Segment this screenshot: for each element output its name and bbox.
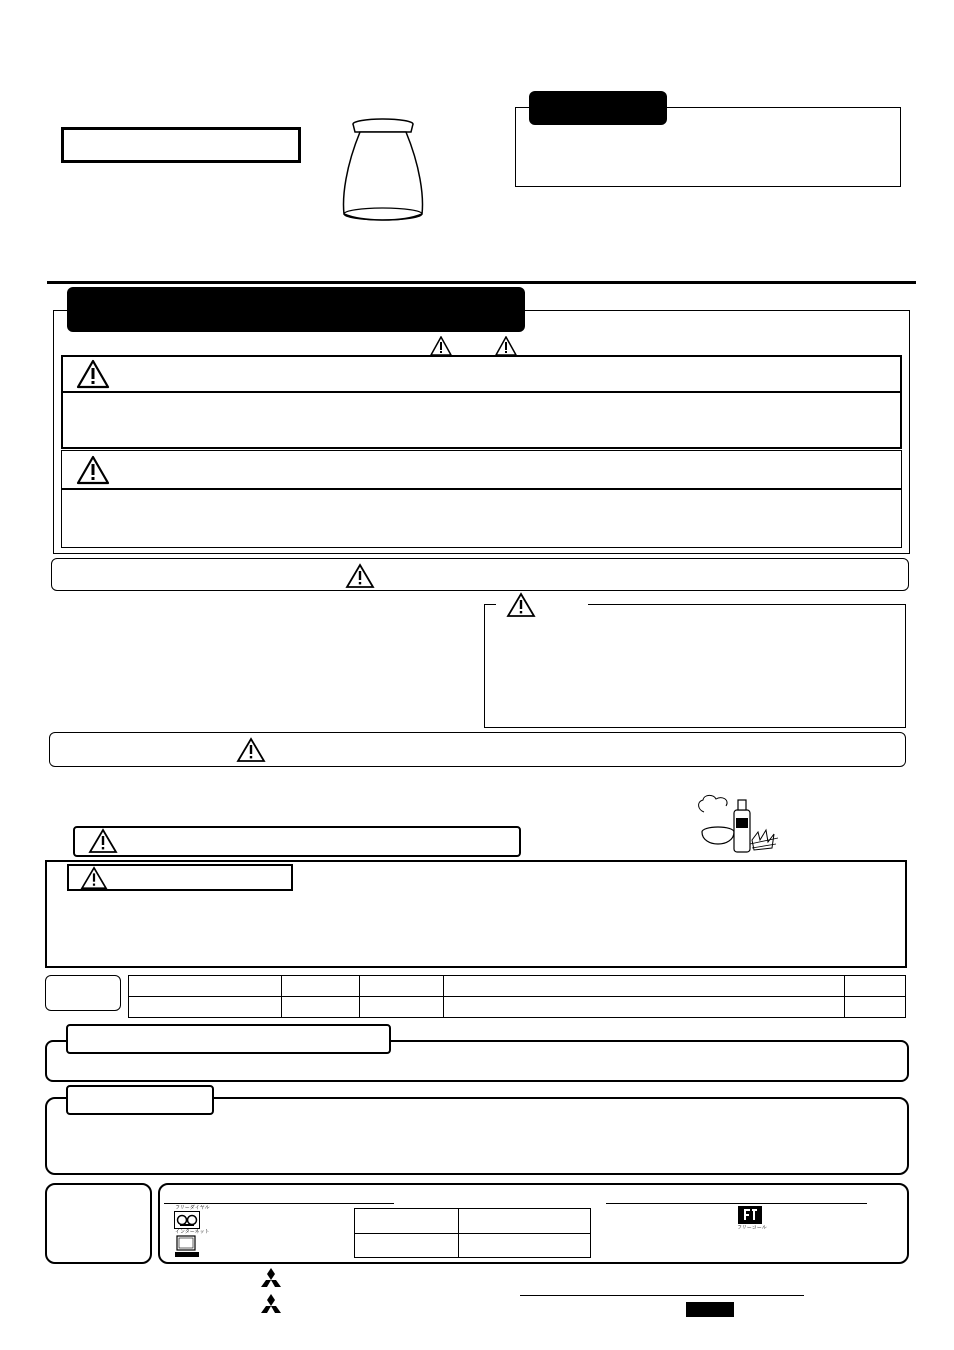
installation-caution-bar [51, 558, 909, 591]
section-divider [47, 281, 916, 284]
caution-content-box [61, 488, 902, 548]
footer-black-label [686, 1302, 734, 1317]
notice-header-tab [529, 91, 667, 125]
contact-rule-left [164, 1203, 394, 1204]
warning-triangle-icon [76, 359, 110, 389]
caution-inset-box [484, 604, 906, 728]
spec-table-column-divider [844, 976, 845, 1017]
warning-triangle-icon [345, 563, 375, 589]
warning-triangle-icon [236, 737, 266, 763]
free-dial-icon [174, 1211, 200, 1229]
internet-label: インターネット [175, 1229, 210, 1235]
free-call-label: フリーコール [737, 1225, 767, 1231]
warning-triangle-icon [80, 866, 108, 890]
spec-table [128, 975, 906, 1018]
three-diamonds-logo-icon [258, 1268, 284, 1290]
contact-phone-table [354, 1208, 591, 1258]
spec-table-column-divider [281, 976, 282, 1017]
safety-precautions-title-tab [67, 287, 525, 332]
usage-caution-bar [49, 732, 906, 767]
three-diamonds-logo-icon [258, 1294, 284, 1316]
warning-triangle-icon [76, 455, 110, 485]
warning-header-bar [61, 355, 902, 393]
warning-content-box [61, 391, 902, 449]
caution-header-bar [61, 450, 902, 490]
disposal-tab [66, 1024, 391, 1054]
spec-label-box [45, 975, 121, 1011]
warning-triangle-icon [88, 828, 118, 854]
free-dial-label: フリーダイヤル [175, 1205, 210, 1211]
spec-table-column-divider [443, 976, 444, 1017]
cleaning-chemicals-icon [694, 792, 780, 860]
model-number-box [61, 127, 301, 163]
free-call-icon [736, 1206, 764, 1224]
internet-computer-icon [174, 1235, 200, 1259]
phone-table-column-divider [458, 1209, 459, 1257]
warning-triangle-icon [506, 592, 536, 618]
footer-rule [520, 1295, 804, 1296]
warning-triangle-icon [495, 336, 517, 356]
spec-table-column-divider [359, 976, 360, 1017]
contact-rule-right [606, 1203, 867, 1204]
after-service-tab [66, 1085, 214, 1115]
warning-triangle-icon [430, 336, 452, 356]
maintenance-caution-tab [73, 826, 521, 857]
ceiling-lamp-icon [338, 116, 428, 226]
contact-label-box [45, 1183, 152, 1264]
